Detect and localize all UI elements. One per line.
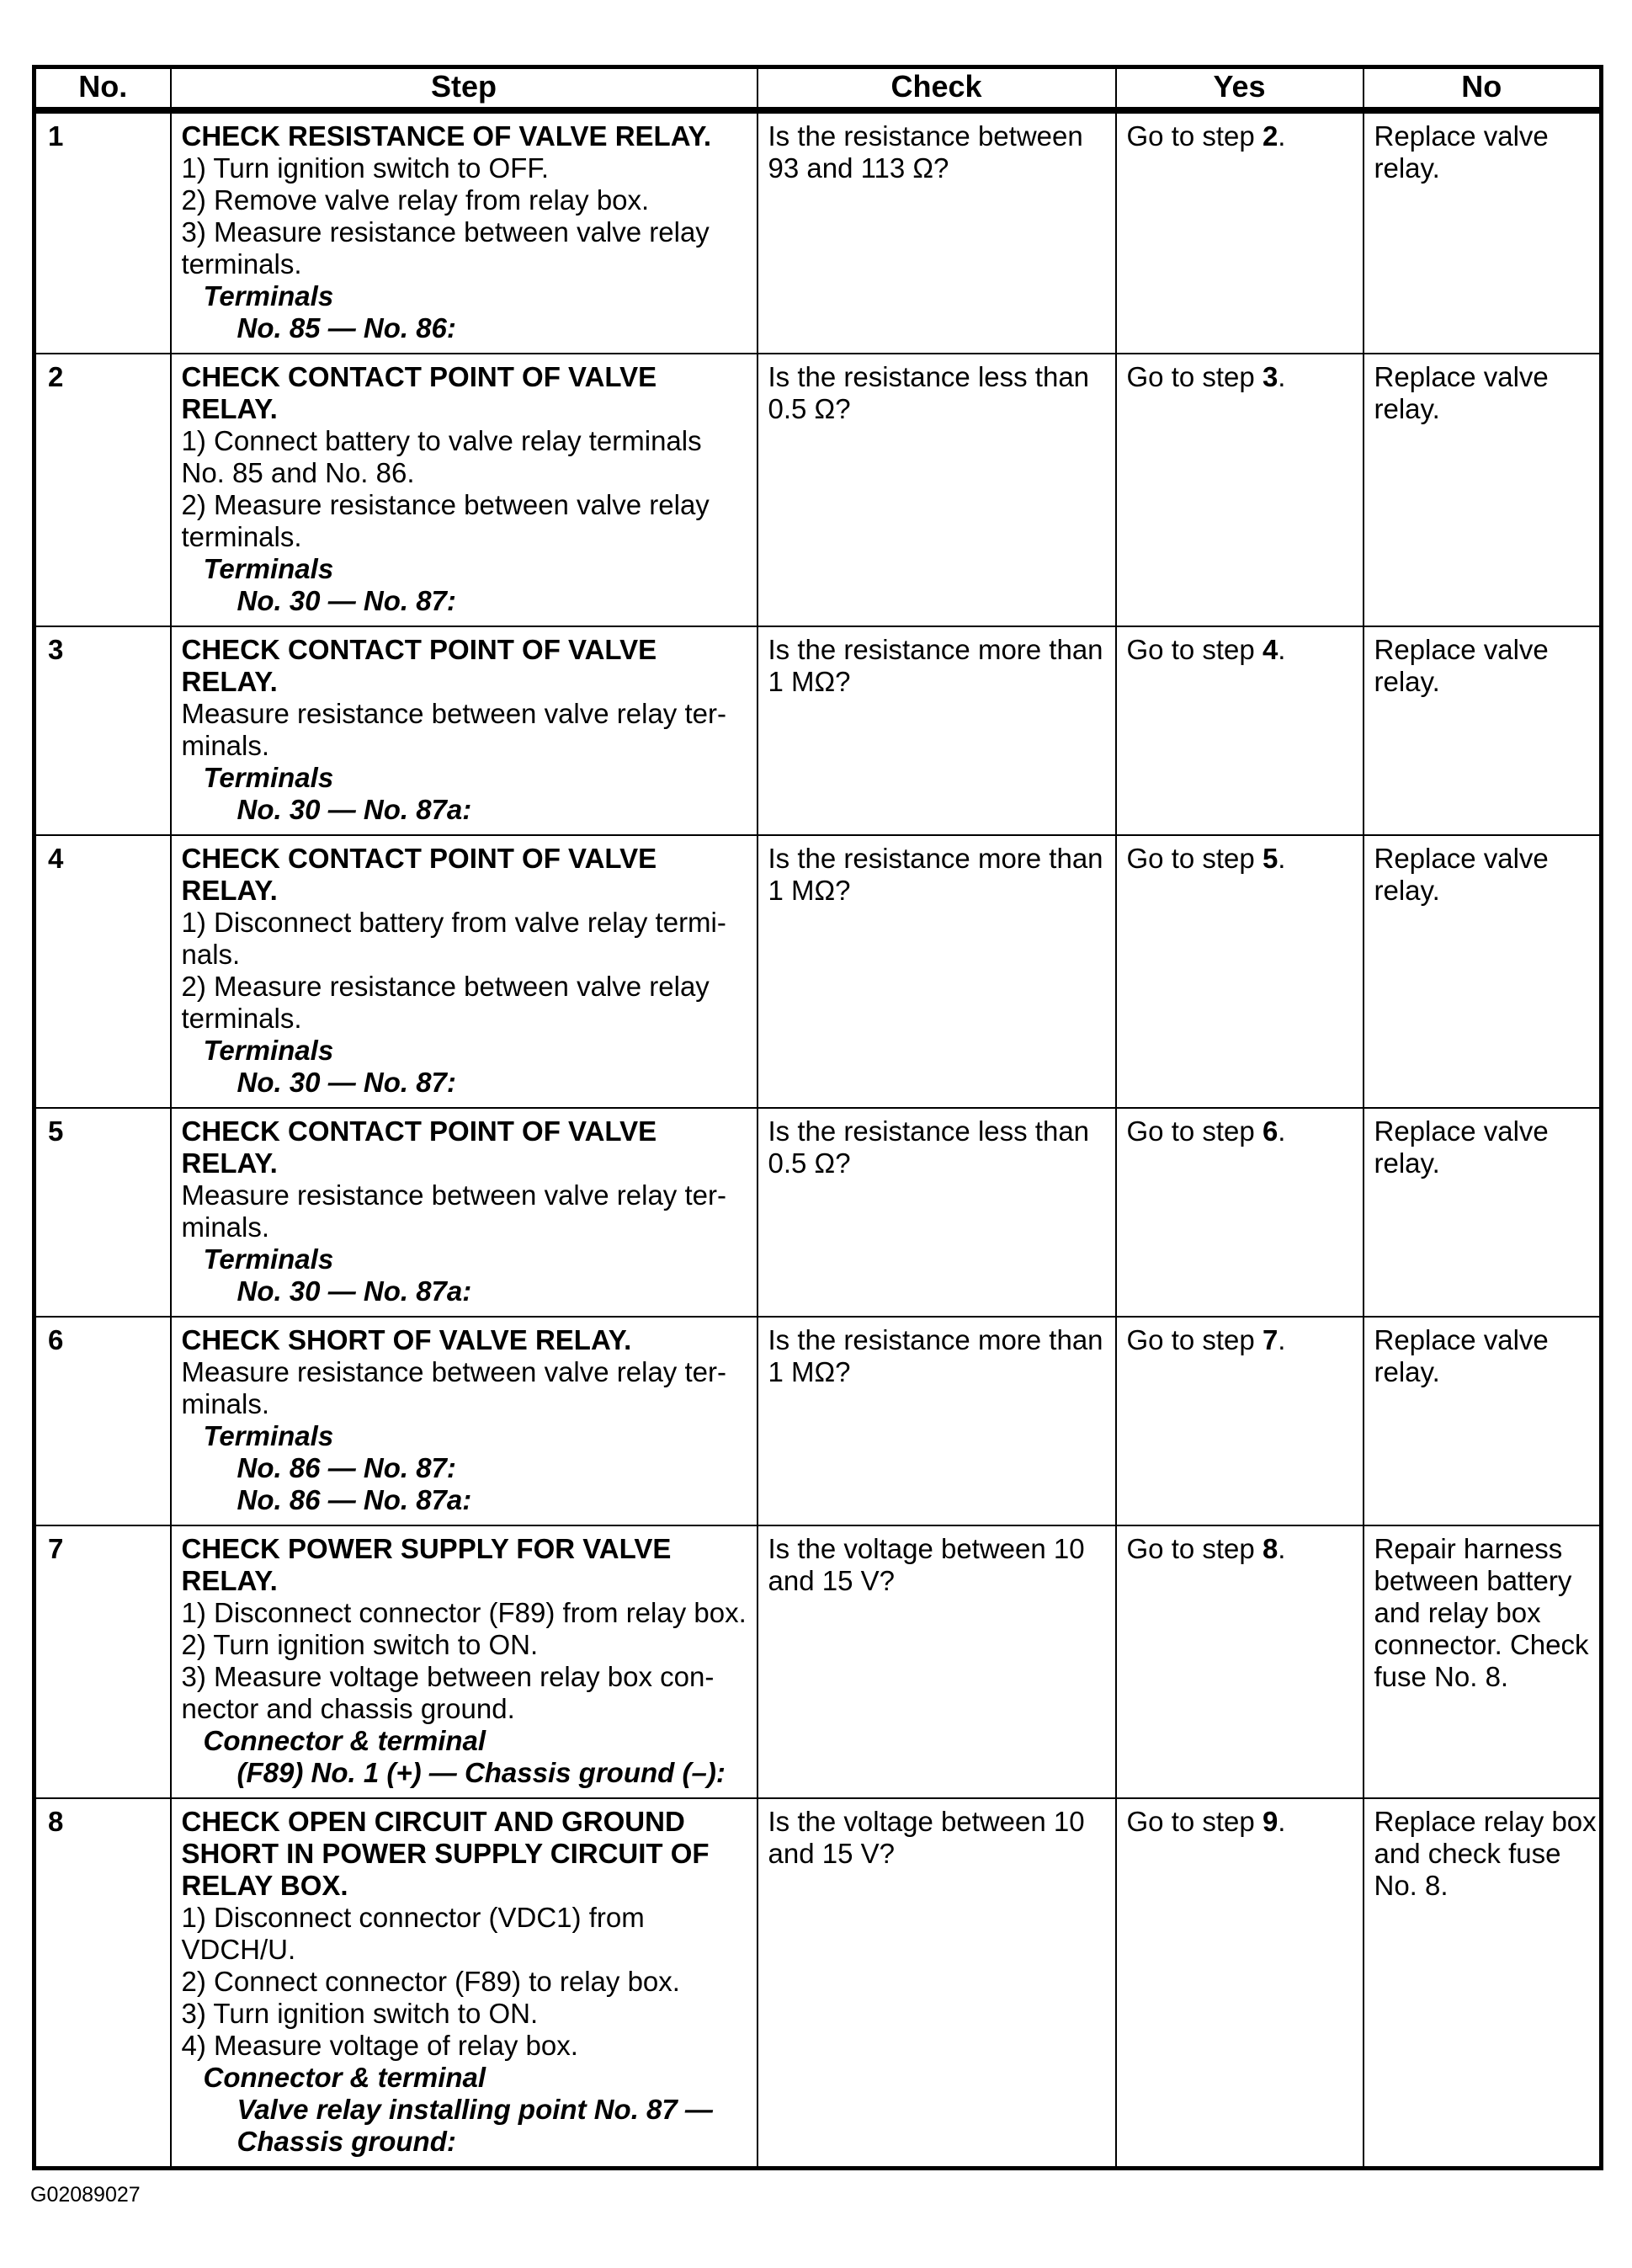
no-cell [1364,354,1602,626]
no-cell [1364,1798,1602,2169]
step-line: Measure resistance between valve relay ter- [181,1356,726,1387]
row-number: 5 [35,1108,171,1317]
step-line: 2) Remove valve relay from relay box. [181,184,650,216]
step-line: RELAY. [181,1147,278,1179]
step-line: 3) Measure resistance between valve relay [181,216,710,248]
step-line: 3) Turn ignition switch to ON. [181,1998,539,2029]
step-line: 2) Connect connector (F89) to relay box. [181,1966,680,1997]
no-line: between battery [1374,1565,1572,1596]
step-line: CHECK CONTACT POINT OF VALVE [181,1115,657,1147]
yes-text-before: Go to step [1126,361,1263,392]
no-cell [1364,1525,1602,1798]
yes-cell [1116,1317,1364,1525]
step-line: No. 30 — No. 87a: [237,794,472,825]
no-line: relay. [1374,152,1440,184]
step-line: 1) Disconnect battery from valve relay termi- [181,907,726,938]
step-line: 4) Measure voltage of relay box. [181,2030,578,2061]
step-line: Terminals [203,1035,334,1066]
check-line: and 15 V? [768,1838,895,1869]
yes-text-after: . [1278,1806,1286,1837]
step-line: RELAY BOX. [181,1870,348,1901]
table-row [35,110,1602,354]
yes-cell [1116,1108,1364,1317]
no-line: relay. [1374,666,1440,697]
no-line: Replace valve [1374,1115,1549,1147]
no-line: and check fuse [1374,1838,1561,1869]
no-line: connector. Check [1374,1629,1589,1660]
no-line: relay. [1374,1147,1440,1179]
no-cell [1364,1108,1602,1317]
no-line: relay. [1374,393,1440,424]
check-line: Is the resistance between [768,120,1083,152]
row-number: 4 [35,835,171,1108]
row-number: 1 [35,110,171,354]
step-line: Terminals [203,280,334,311]
table-row [35,1798,1602,2169]
check-line: Is the resistance less than [768,361,1090,392]
step-line: No. 30 — No. 87: [237,1067,456,1098]
step-line: Valve relay installing point No. 87 — [237,2094,713,2125]
no-line: relay. [1374,875,1440,906]
no-line: and relay box [1374,1597,1541,1628]
yes-step-number: 3 [1262,361,1278,392]
yes-text-after: . [1278,120,1286,152]
check-line: 1 MΩ? [768,666,851,697]
step-line: 1) Connect battery to valve relay terminals [181,425,702,456]
check-cell [758,354,1116,626]
yes-text-before: Go to step [1126,843,1263,874]
yes-step-number: 4 [1262,634,1278,665]
step-line: CHECK OPEN CIRCUIT AND GROUND [181,1806,685,1837]
table-row [35,1317,1602,1525]
yes-text-before: Go to step [1126,120,1263,152]
check-line: 0.5 Ω? [768,1147,851,1179]
yes-step-number: 5 [1262,843,1278,874]
check-line: Is the voltage between 10 [768,1533,1085,1564]
row-number: 7 [35,1525,171,1798]
no-line: relay. [1374,1356,1440,1387]
step-line: No. 30 — No. 87: [237,585,456,616]
check-cell [758,626,1116,835]
step-line: 1) Disconnect connector (VDC1) from [181,1902,645,1933]
step-cell [171,1525,758,1798]
step-line: CHECK CONTACT POINT OF VALVE [181,843,657,874]
diagnostic-procedure-table [32,65,1603,2170]
yes-text-after: . [1278,843,1286,874]
step-line: 3) Measure voltage between relay box con- [181,1661,715,1692]
yes-text-before: Go to step [1126,1533,1263,1564]
header-no-result-column: No [1364,67,1602,111]
check-line: and 15 V? [768,1565,895,1596]
check-line: Is the resistance more than [768,843,1103,874]
no-line: Replace valve [1374,843,1549,874]
yes-text-after: . [1278,1115,1286,1147]
yes-text-after: . [1278,634,1286,665]
no-cell [1364,1317,1602,1525]
check-line: Is the resistance less than [768,1115,1090,1147]
header-check-column: Check [758,67,1116,111]
row-number: 2 [35,354,171,626]
step-cell [171,1798,758,2169]
step-line: CHECK CONTACT POINT OF VALVE [181,634,657,665]
step-line: CHECK CONTACT POINT OF VALVE [181,361,657,392]
row-number: 8 [35,1798,171,2169]
step-line: 1) Turn ignition switch to OFF. [181,152,549,184]
table-body [35,110,1602,2169]
yes-step-number: 8 [1262,1533,1278,1564]
step-cell [171,1108,758,1317]
step-cell [171,1317,758,1525]
step-line: CHECK POWER SUPPLY FOR VALVE [181,1533,672,1564]
table-row [35,1108,1602,1317]
step-cell [171,110,758,354]
yes-text-after: . [1278,1324,1286,1355]
step-line: CHECK SHORT OF VALVE RELAY. [181,1324,632,1355]
no-line: Replace relay box [1374,1806,1597,1837]
check-cell [758,1525,1116,1798]
yes-text-after: . [1278,1533,1286,1564]
step-line: Terminals [203,1420,334,1451]
check-cell [758,110,1116,354]
no-cell [1364,626,1602,835]
table-row [35,835,1602,1108]
step-line: VDCH/U. [181,1934,296,1965]
step-line: terminals. [181,1003,302,1034]
yes-text-before: Go to step [1126,1806,1263,1837]
step-line: terminals. [181,248,302,280]
yes-cell [1116,110,1364,354]
yes-cell [1116,1798,1364,2169]
yes-step-number: 7 [1262,1324,1278,1355]
step-line: RELAY. [181,875,278,906]
check-cell [758,1317,1116,1525]
step-line: No. 30 — No. 87a: [237,1275,472,1307]
step-line: Terminals [203,553,334,584]
step-line: 2) Measure resistance between valve relay [181,971,710,1002]
step-line: Connector & terminal [203,1725,486,1756]
check-cell [758,835,1116,1108]
step-line: No. 85 and No. 86. [181,457,415,488]
yes-step-number: 6 [1262,1115,1278,1147]
step-line: minals. [181,1211,270,1243]
no-line: No. 8. [1374,1870,1449,1901]
check-line: 1 MΩ? [768,1356,851,1387]
no-line: Replace valve [1374,361,1549,392]
check-cell [758,1798,1116,2169]
step-line: 2) Turn ignition switch to ON. [181,1629,539,1660]
yes-cell [1116,1525,1364,1798]
step-line: (F89) No. 1 (+) — Chassis ground (–): [237,1757,726,1788]
no-cell [1364,110,1602,354]
no-line: Replace valve [1374,120,1549,152]
header-step-column: Step [171,67,758,111]
step-line: Measure resistance between valve relay ter- [181,1179,726,1211]
yes-text-before: Go to step [1126,634,1263,665]
no-line: Replace valve [1374,1324,1549,1355]
no-line: Replace valve [1374,634,1549,665]
yes-step-number: 2 [1262,120,1278,152]
table-row [35,354,1602,626]
step-line: Connector & terminal [203,2062,486,2093]
yes-text-before: Go to step [1126,1324,1263,1355]
step-cell [171,354,758,626]
header-row [35,67,1602,111]
no-cell [1364,835,1602,1108]
yes-cell [1116,835,1364,1108]
check-line: Is the resistance more than [768,634,1103,665]
check-cell [758,1108,1116,1317]
step-line: Chassis ground: [237,2126,456,2157]
header-yes-column: Yes [1116,67,1364,111]
step-line: SHORT IN POWER SUPPLY CIRCUIT OF [181,1838,710,1869]
step-line: Terminals [203,762,334,793]
yes-text-before: Go to step [1126,1115,1263,1147]
step-line: RELAY. [181,393,278,424]
yes-text-after: . [1278,361,1286,392]
figure-id-label: G02089027 [30,2183,141,2207]
step-line: RELAY. [181,666,278,697]
check-line: 1 MΩ? [768,875,851,906]
check-line: 0.5 Ω? [768,393,851,424]
step-line: 1) Disconnect connector (F89) from relay box. [181,1597,747,1628]
step-cell [171,835,758,1108]
yes-cell [1116,626,1364,835]
row-number: 6 [35,1317,171,1525]
step-line: RELAY. [181,1565,278,1596]
step-line: nector and chassis ground. [181,1693,515,1724]
check-line: 93 and 113 Ω? [768,152,949,184]
yes-cell [1116,354,1364,626]
step-line: minals. [181,1388,270,1419]
step-line: minals. [181,730,270,761]
step-line: No. 86 — No. 87: [237,1452,456,1483]
step-line: CHECK RESISTANCE OF VALVE RELAY. [181,120,712,152]
step-line: No. 85 — No. 86: [237,312,456,343]
no-line: Repair harness [1374,1533,1563,1564]
step-line: 2) Measure resistance between valve relay [181,489,710,520]
table-row [35,626,1602,835]
yes-step-number: 9 [1262,1806,1278,1837]
check-line: Is the resistance more than [768,1324,1103,1355]
no-line: fuse No. 8. [1374,1661,1509,1692]
header-no-column: No. [35,67,171,111]
step-line: nals. [181,939,241,970]
table-row [35,1525,1602,1798]
step-line: No. 86 — No. 87a: [237,1484,472,1515]
step-line: terminals. [181,521,302,552]
step-line: Measure resistance between valve relay ter- [181,698,726,729]
step-line: Terminals [203,1243,334,1275]
step-cell [171,626,758,835]
check-line: Is the voltage between 10 [768,1806,1085,1837]
row-number: 3 [35,626,171,835]
